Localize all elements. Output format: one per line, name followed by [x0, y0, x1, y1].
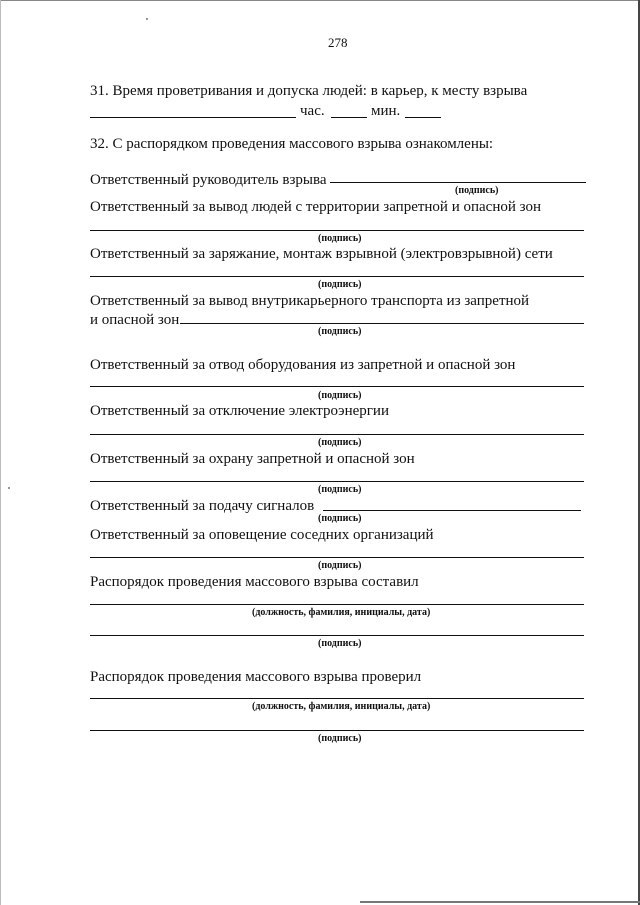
sig-guard-line[interactable] [90, 481, 584, 482]
sig-charging-caption: (подпись) [318, 279, 362, 290]
sig-neighbors-caption: (подпись) [318, 560, 362, 571]
sig-blast-manager-label: Ответственный руководитель взрыва [90, 172, 327, 188]
sig-transport-line[interactable] [180, 323, 584, 324]
checked-by-label: Распорядок проведения массового взрыва проверил [90, 669, 422, 685]
sig-transport-label-line1: Ответственный за вывод внутрикарьерного транспорта из запретной [90, 293, 530, 309]
page-edge-left [0, 0, 1, 905]
checked-by-signature-caption: (подпись) [318, 733, 362, 744]
item32-heading: 32. С распорядком проведения массового взрыва ознакомлены: [90, 136, 494, 152]
sig-signals-line[interactable] [323, 510, 581, 511]
checked-by-position-line[interactable] [90, 698, 584, 699]
compiled-by-label: Распорядок проведения массового взрыва составил [90, 574, 419, 590]
scan-speck [146, 18, 148, 20]
sig-neighbors-line[interactable] [90, 557, 584, 558]
checked-by-position-caption: (должность, фамилия, инициалы, дата) [252, 701, 431, 712]
sig-power-caption: (подпись) [318, 437, 362, 448]
sig-guard-label: Ответственный за охрану запретной и опасной зон [90, 451, 415, 467]
sig-evacuation-label: Ответственный за вывод людей с территории запретной и опасной зон [90, 199, 542, 215]
sig-charging-label: Ответственный за заряжание, монтаж взрывной (электровзрывной) сети [90, 246, 553, 262]
item31-minutes-label: мин. [371, 103, 401, 119]
sig-evacuation-line[interactable] [90, 230, 584, 231]
sig-evacuation-caption: (подпись) [318, 233, 362, 244]
page-edge-top [0, 0, 640, 1]
sig-blast-manager-caption: (подпись) [455, 185, 499, 196]
sig-signals-caption: (подпись) [318, 513, 362, 524]
sig-charging-line[interactable] [90, 276, 584, 277]
sig-transport-caption: (подпись) [318, 326, 362, 337]
item31-hours-blank[interactable] [331, 117, 367, 118]
compiled-by-signature-caption: (подпись) [318, 638, 362, 649]
page-edge-bottom [360, 901, 640, 903]
sig-equipment-line[interactable] [90, 386, 584, 387]
item31-minutes-blank[interactable] [405, 117, 441, 118]
sig-equipment-caption: (подпись) [318, 390, 362, 401]
sig-guard-caption: (подпись) [318, 484, 362, 495]
item31-date-blank[interactable] [90, 117, 296, 118]
scan-speck [8, 487, 10, 489]
compiled-by-position-caption: (должность, фамилия, инициалы, дата) [252, 607, 431, 618]
sig-neighbors-label: Ответственный за оповещение соседних организаций [90, 527, 434, 543]
sig-blast-manager-line[interactable] [330, 182, 586, 183]
checked-by-signature-line[interactable] [90, 730, 584, 731]
item31-hours-label: час. [300, 103, 325, 119]
sig-power-line[interactable] [90, 434, 584, 435]
sig-equipment-label: Ответственный за отвод оборудования из запретной и опасной зон [90, 357, 516, 373]
compiled-by-position-line[interactable] [90, 604, 584, 605]
sig-power-label: Ответственный за отключение электроэнергии [90, 403, 389, 419]
sig-transport-label-line2: и опасной зон [90, 312, 180, 328]
page-number: 278 [328, 35, 348, 50]
compiled-by-signature-line[interactable] [90, 635, 584, 636]
item31-text: 31. Время проветривания и допуска людей: в карьер, к месту взрыва [90, 83, 528, 99]
sig-signals-label: Ответственный за подачу сигналов [90, 498, 315, 514]
